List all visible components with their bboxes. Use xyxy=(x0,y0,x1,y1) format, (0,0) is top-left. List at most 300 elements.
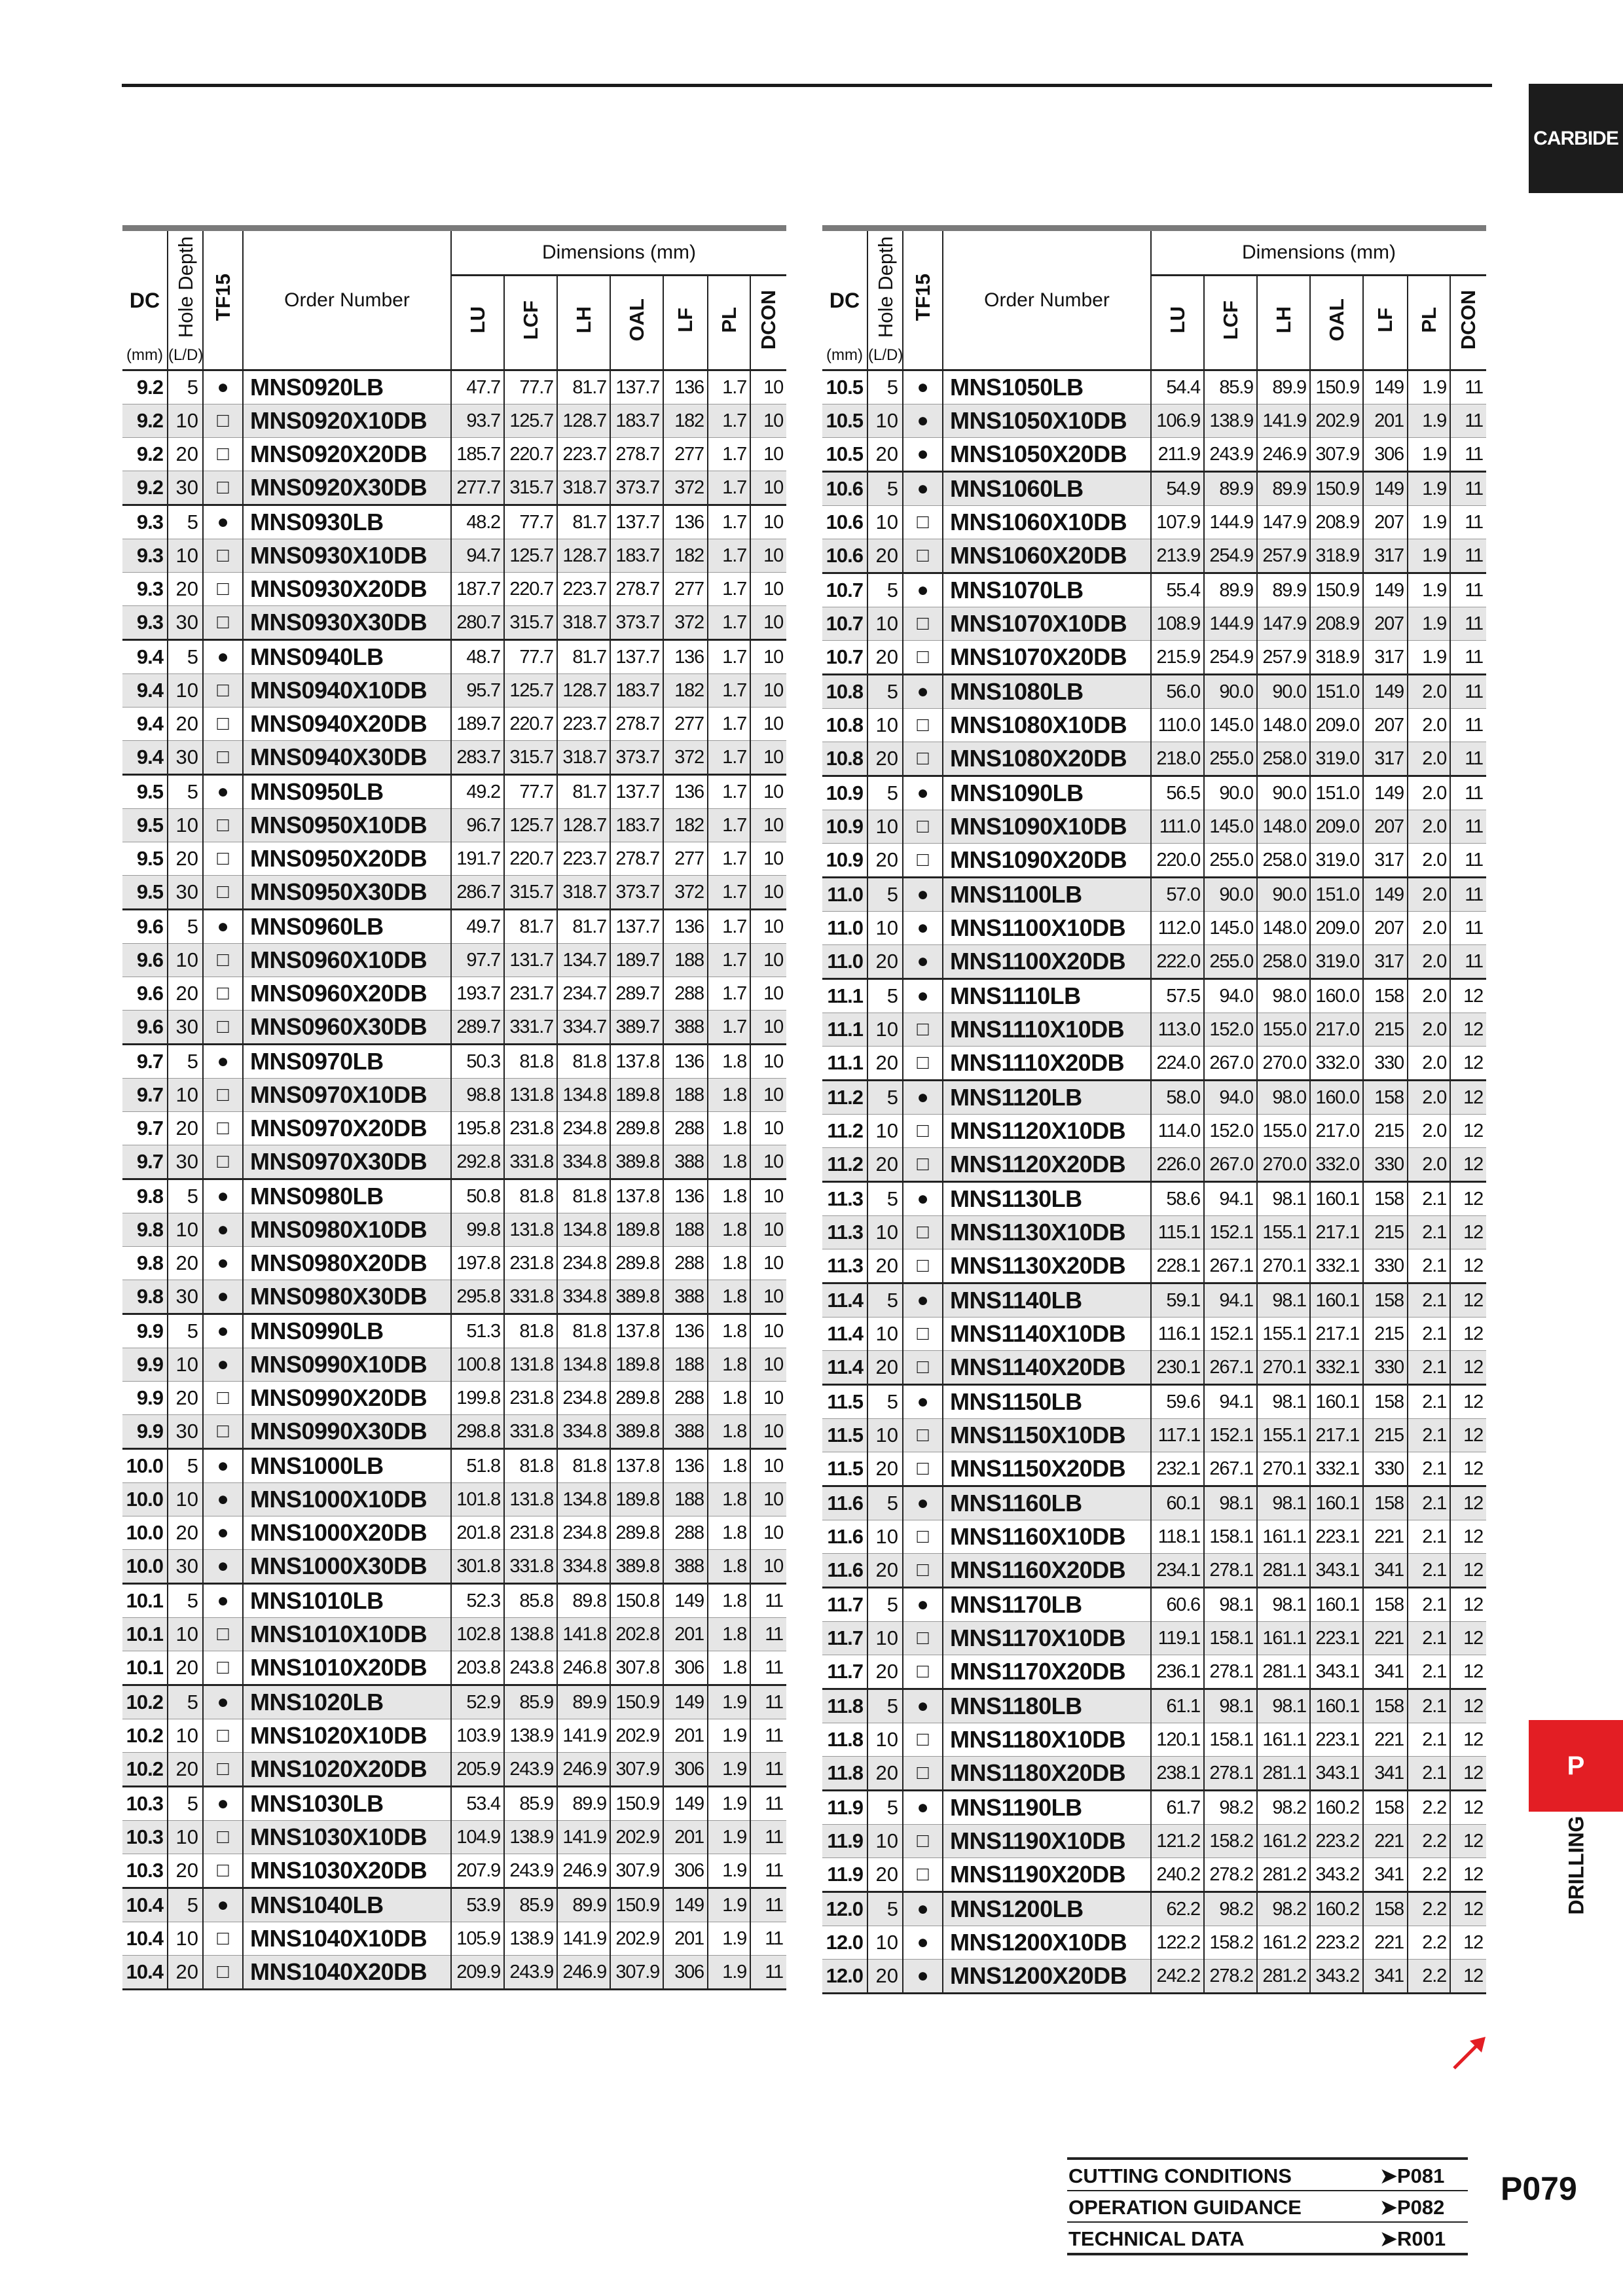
table-row[interactable] xyxy=(822,1554,1486,1588)
cell-lu: 51.3 xyxy=(451,1314,504,1348)
cell-lcf: 90.0 xyxy=(1204,776,1257,810)
cell-lu: 117.1 xyxy=(1151,1419,1204,1452)
table-row[interactable] xyxy=(122,1179,786,1213)
table-row[interactable] xyxy=(122,1584,786,1618)
table-row[interactable] xyxy=(122,1618,786,1651)
carbide-tab[interactable] xyxy=(1529,84,1623,193)
table-row[interactable] xyxy=(822,1013,1486,1047)
cell-lh: 128.7 xyxy=(557,809,610,842)
table-row[interactable] xyxy=(122,1651,786,1685)
col-header-grade xyxy=(903,228,943,370)
cell-lu: 185.7 xyxy=(451,438,504,471)
cell-order-number: MNS1000X30DB xyxy=(243,1550,451,1584)
cell-lh: 155.0 xyxy=(1257,1013,1310,1047)
table-row[interactable] xyxy=(122,1516,786,1550)
cell-order-number: MNS1010LB xyxy=(243,1584,451,1618)
cell-hole-depth: 5 xyxy=(867,472,903,506)
cell-oal: 389.8 xyxy=(610,1145,663,1179)
table-row[interactable] xyxy=(122,1348,786,1382)
cell-dc: 9.7 xyxy=(122,1079,168,1112)
cell-dcon: 12 xyxy=(1450,1723,1486,1757)
cell-dcon: 10 xyxy=(750,404,786,438)
cell-dc: 9.4 xyxy=(122,640,168,674)
cell-order-number: MNS0960X20DB xyxy=(243,977,451,1011)
cell-dcon: 10 xyxy=(750,471,786,505)
cell-oal: 217.1 xyxy=(1310,1419,1363,1452)
cell-hole-depth: 10 xyxy=(168,944,203,977)
table-row[interactable] xyxy=(122,1112,786,1145)
ref-cutting-conditions[interactable] xyxy=(1067,2160,1468,2191)
table-row[interactable] xyxy=(822,573,1486,607)
cell-lh: 81.7 xyxy=(557,505,610,539)
cell-dc: 9.6 xyxy=(122,944,168,977)
table-row[interactable] xyxy=(122,910,786,944)
cell-oal: 318.9 xyxy=(1310,539,1363,573)
cell-lcf: 90.0 xyxy=(1204,878,1257,912)
table-row[interactable] xyxy=(822,539,1486,573)
cell-lcf: 144.9 xyxy=(1204,506,1257,539)
cell-order-number: MNS1080X10DB xyxy=(943,709,1151,742)
hole-depth-label: Hole Depth xyxy=(174,236,197,338)
cell-lh: 270.0 xyxy=(1257,1047,1310,1081)
table-row[interactable] xyxy=(822,1318,1486,1351)
table-row[interactable] xyxy=(822,1081,1486,1115)
cell-order-number: MNS1170X20DB xyxy=(943,1655,1151,1689)
cell-dcon: 12 xyxy=(1450,1622,1486,1655)
cell-pl: 1.9 xyxy=(1408,506,1450,539)
table-row[interactable] xyxy=(822,1892,1486,1926)
table-row[interactable] xyxy=(122,1888,786,1922)
cell-hole-depth: 5 xyxy=(867,1588,903,1622)
cell-lu: 95.7 xyxy=(451,674,504,708)
table-row[interactable] xyxy=(122,1719,786,1753)
table-row[interactable] xyxy=(122,775,786,809)
table-row[interactable] xyxy=(122,1045,786,1079)
cell-grade: □ xyxy=(903,1013,943,1047)
table-row[interactable] xyxy=(122,1483,786,1516)
table-row[interactable] xyxy=(122,573,786,606)
cell-lu: 111.0 xyxy=(1151,810,1204,844)
cell-order-number: MNS1040LB xyxy=(243,1888,451,1922)
cell-dc: 10.5 xyxy=(822,370,867,404)
table-row[interactable] xyxy=(122,1753,786,1787)
cell-hole-depth: 5 xyxy=(168,1314,203,1348)
cell-grade: □ xyxy=(203,539,243,573)
cell-order-number: MNS1150X10DB xyxy=(943,1419,1151,1452)
cell-lf: 277 xyxy=(663,438,708,471)
table-row[interactable] xyxy=(822,1858,1486,1892)
cell-pl: 1.8 xyxy=(708,1045,750,1079)
cell-pl: 2.0 xyxy=(1408,675,1450,709)
cell-pl: 2.1 xyxy=(1408,1486,1450,1520)
table-row[interactable] xyxy=(122,1145,786,1179)
cell-pl: 1.9 xyxy=(708,1685,750,1719)
cell-oal: 343.1 xyxy=(1310,1655,1363,1689)
ref-technical-data[interactable] xyxy=(1067,2223,1468,2255)
cell-lu: 100.8 xyxy=(451,1348,504,1382)
cell-dc: 10.0 xyxy=(122,1550,168,1584)
cell-dc: 11.0 xyxy=(822,945,867,979)
dimension-label: DCON xyxy=(757,290,780,350)
cell-grade: □ xyxy=(903,1419,943,1452)
cell-lf: 136 xyxy=(663,370,708,404)
cell-grade: ● xyxy=(903,1385,943,1419)
cell-grade: □ xyxy=(903,641,943,675)
table-row[interactable] xyxy=(122,404,786,438)
table-row[interactable] xyxy=(122,708,786,741)
cell-lcf: 158.2 xyxy=(1204,1825,1257,1858)
cell-pl: 1.7 xyxy=(708,809,750,842)
cell-lh: 128.7 xyxy=(557,539,610,573)
table-row[interactable] xyxy=(122,809,786,842)
cell-order-number: MNS1020X20DB xyxy=(243,1753,451,1787)
table-row[interactable] xyxy=(822,1283,1486,1318)
table-row[interactable] xyxy=(122,438,786,471)
table-row[interactable] xyxy=(822,607,1486,641)
diagonal-arrow-icon xyxy=(1450,2033,1489,2072)
table-row[interactable] xyxy=(122,876,786,910)
cell-dcon: 10 xyxy=(750,539,786,573)
cell-pl: 1.7 xyxy=(708,505,750,539)
table-row[interactable] xyxy=(822,776,1486,810)
cell-lh: 89.8 xyxy=(557,1584,610,1618)
cell-dcon: 10 xyxy=(750,674,786,708)
table-row[interactable] xyxy=(122,471,786,505)
cell-dcon: 10 xyxy=(750,1112,786,1145)
table-row[interactable] xyxy=(822,1689,1486,1723)
cell-lu: 201.8 xyxy=(451,1516,504,1550)
table-row[interactable] xyxy=(822,1588,1486,1622)
table-row[interactable] xyxy=(822,1148,1486,1182)
table-row[interactable] xyxy=(822,404,1486,438)
cell-grade: □ xyxy=(903,506,943,539)
cell-oal: 223.2 xyxy=(1310,1825,1363,1858)
cell-hole-depth: 20 xyxy=(867,1757,903,1791)
dimension-label: OAL xyxy=(1324,298,1348,342)
cell-lh: 318.7 xyxy=(557,876,610,910)
cell-lu: 102.8 xyxy=(451,1618,504,1651)
table-row[interactable] xyxy=(122,977,786,1011)
cell-order-number: MNS1100LB xyxy=(943,878,1151,912)
cell-oal: 160.2 xyxy=(1310,1892,1363,1926)
cell-pl: 1.7 xyxy=(708,404,750,438)
cell-lf: 158 xyxy=(1363,979,1408,1013)
cell-lu: 220.0 xyxy=(1151,844,1204,878)
cell-lu: 232.1 xyxy=(1151,1452,1204,1486)
cell-order-number: MNS1120X20DB xyxy=(943,1148,1151,1182)
table-row[interactable] xyxy=(122,1247,786,1280)
table-row[interactable] xyxy=(822,641,1486,675)
cell-dc: 9.2 xyxy=(122,404,168,438)
cell-pl: 1.7 xyxy=(708,471,750,505)
cell-pl: 1.8 xyxy=(708,1516,750,1550)
cell-order-number: MNS0920X20DB xyxy=(243,438,451,471)
table-row[interactable] xyxy=(122,505,786,539)
cell-lu: 283.7 xyxy=(451,741,504,775)
cell-lh: 223.7 xyxy=(557,842,610,876)
cell-order-number: MNS0930X30DB xyxy=(243,606,451,640)
cell-dc: 10.7 xyxy=(822,641,867,675)
cell-lh: 246.9 xyxy=(1257,438,1310,472)
cell-order-number: MNS0970X20DB xyxy=(243,1112,451,1145)
cell-oal: 137.7 xyxy=(610,640,663,674)
cell-lh: 147.9 xyxy=(1257,607,1310,641)
cell-grade: ● xyxy=(903,675,943,709)
cell-oal: 137.7 xyxy=(610,370,663,404)
cell-pl: 1.9 xyxy=(708,1787,750,1821)
table-row[interactable] xyxy=(822,1249,1486,1283)
table-row[interactable] xyxy=(122,1011,786,1045)
cell-lh: 334.8 xyxy=(557,1280,610,1314)
cell-order-number: MNS1110X10DB xyxy=(943,1013,1151,1047)
table-row[interactable] xyxy=(822,1723,1486,1757)
cell-grade: □ xyxy=(903,1216,943,1249)
table-row[interactable] xyxy=(822,878,1486,912)
table-row[interactable] xyxy=(122,1415,786,1449)
cell-lu: 112.0 xyxy=(1151,912,1204,945)
cell-lf: 149 xyxy=(663,1584,708,1618)
table-row[interactable] xyxy=(822,675,1486,709)
cell-grade: ● xyxy=(903,1283,943,1318)
cell-dcon: 11 xyxy=(1450,641,1486,675)
cell-lh: 161.1 xyxy=(1257,1622,1310,1655)
cell-lu: 215.9 xyxy=(1151,641,1204,675)
table-row[interactable] xyxy=(122,1821,786,1854)
cell-grade: □ xyxy=(203,1753,243,1787)
cell-lu: 197.8 xyxy=(451,1247,504,1280)
cell-lf: 201 xyxy=(663,1618,708,1651)
table-row[interactable] xyxy=(122,674,786,708)
drilling-tab[interactable] xyxy=(1531,1813,1622,1918)
hole-depth-unit: (L/D) xyxy=(168,346,204,364)
cell-lf: 158 xyxy=(1363,1588,1408,1622)
table-row[interactable] xyxy=(122,842,786,876)
cell-dcon: 11 xyxy=(750,1685,786,1719)
cell-grade: ● xyxy=(903,1791,943,1825)
cell-grade: □ xyxy=(903,1452,943,1486)
cell-order-number: MNS1160X20DB xyxy=(943,1554,1151,1588)
cell-oal: 202.9 xyxy=(610,1719,663,1753)
cell-lu: 52.9 xyxy=(451,1685,504,1719)
cell-lf: 330 xyxy=(1363,1351,1408,1385)
cell-lf: 221 xyxy=(1363,1622,1408,1655)
table-row[interactable] xyxy=(822,506,1486,539)
table-row[interactable] xyxy=(822,1791,1486,1825)
table-row[interactable] xyxy=(822,1419,1486,1452)
table-row[interactable] xyxy=(122,606,786,640)
cell-lcf: 255.0 xyxy=(1204,945,1257,979)
cell-hole-depth: 10 xyxy=(168,539,203,573)
cell-grade: ● xyxy=(203,1314,243,1348)
cell-dc: 11.7 xyxy=(822,1588,867,1622)
table-row[interactable] xyxy=(122,1449,786,1483)
table-row[interactable] xyxy=(822,709,1486,742)
cell-dcon: 10 xyxy=(750,606,786,640)
table-row[interactable] xyxy=(822,1115,1486,1148)
cell-lh: 318.7 xyxy=(557,741,610,775)
cell-dcon: 12 xyxy=(1450,1689,1486,1723)
section-p-tab[interactable] xyxy=(1529,1720,1623,1812)
cell-oal: 189.8 xyxy=(610,1213,663,1247)
cell-dc: 11.6 xyxy=(822,1486,867,1520)
cell-lf: 149 xyxy=(1363,878,1408,912)
dimensions-header: Dimensions (mm) xyxy=(1151,228,1486,276)
table-row[interactable] xyxy=(822,1385,1486,1419)
cell-hole-depth: 20 xyxy=(867,641,903,675)
table-row[interactable] xyxy=(122,1382,786,1415)
cell-hole-depth: 5 xyxy=(168,640,203,674)
cell-oal: 217.1 xyxy=(1310,1216,1363,1249)
table-row[interactable] xyxy=(122,1213,786,1247)
table-row[interactable] xyxy=(122,1079,786,1112)
ref-operation-guidance[interactable] xyxy=(1067,2191,1468,2223)
table-row[interactable] xyxy=(122,1956,786,1990)
cell-dcon: 12 xyxy=(1450,1013,1486,1047)
cell-dcon: 12 xyxy=(1450,1791,1486,1825)
cell-oal: 202.8 xyxy=(610,1618,663,1651)
cell-hole-depth: 20 xyxy=(867,1554,903,1588)
table-row[interactable] xyxy=(122,539,786,573)
cell-dc: 11.5 xyxy=(822,1452,867,1486)
table-row[interactable] xyxy=(822,1520,1486,1554)
cell-oal: 278.7 xyxy=(610,438,663,471)
cell-dc: 9.7 xyxy=(122,1112,168,1145)
cell-hole-depth: 10 xyxy=(168,809,203,842)
cell-dcon: 12 xyxy=(1450,1283,1486,1318)
table-row[interactable] xyxy=(122,1280,786,1314)
cell-grade: □ xyxy=(903,709,943,742)
cell-dc: 11.6 xyxy=(822,1554,867,1588)
cell-lh: 89.9 xyxy=(557,1787,610,1821)
cell-lf: 388 xyxy=(663,1145,708,1179)
cell-pl: 2.0 xyxy=(1408,709,1450,742)
table-row[interactable] xyxy=(822,370,1486,404)
cell-pl: 2.0 xyxy=(1408,844,1450,878)
table-row[interactable] xyxy=(822,1486,1486,1520)
cell-lh: 223.7 xyxy=(557,708,610,741)
cell-lcf: 331.8 xyxy=(504,1550,557,1584)
table-row[interactable] xyxy=(122,1314,786,1348)
table-row[interactable] xyxy=(122,1854,786,1888)
cell-hole-depth: 5 xyxy=(168,1584,203,1618)
cell-order-number: MNS1040X20DB xyxy=(243,1956,451,1990)
table-row[interactable] xyxy=(822,438,1486,472)
table-row[interactable] xyxy=(122,741,786,775)
table-row[interactable] xyxy=(122,1922,786,1956)
cell-grade: □ xyxy=(203,1011,243,1045)
dc-label: DC xyxy=(829,288,860,312)
cell-lf: 341 xyxy=(1363,1858,1408,1892)
cell-lh: 81.7 xyxy=(557,910,610,944)
table-row[interactable] xyxy=(122,1787,786,1821)
cell-lf: 330 xyxy=(1363,1148,1408,1182)
cell-order-number: MNS1200X20DB xyxy=(943,1960,1151,1994)
cell-dcon: 10 xyxy=(750,1145,786,1179)
col-header-hole-depth xyxy=(867,228,903,370)
table-row[interactable] xyxy=(822,472,1486,506)
cell-lu: 292.8 xyxy=(451,1145,504,1179)
table-row[interactable] xyxy=(822,810,1486,844)
cell-pl: 1.8 xyxy=(708,1079,750,1112)
cell-order-number: MNS0950X20DB xyxy=(243,842,451,876)
cell-lu: 51.8 xyxy=(451,1449,504,1483)
cell-hole-depth: 20 xyxy=(168,977,203,1011)
cell-pl: 2.1 xyxy=(1408,1283,1450,1318)
cell-grade: ● xyxy=(203,1888,243,1922)
cell-order-number: MNS1000X10DB xyxy=(243,1483,451,1516)
table-row[interactable] xyxy=(822,1825,1486,1858)
cell-dc: 10.9 xyxy=(822,810,867,844)
cell-lf: 149 xyxy=(1363,472,1408,506)
cell-hole-depth: 20 xyxy=(867,1047,903,1081)
cell-dc: 10.8 xyxy=(822,675,867,709)
table-row[interactable] xyxy=(822,1452,1486,1486)
cell-order-number: MNS1000X20DB xyxy=(243,1516,451,1550)
table-row[interactable] xyxy=(822,742,1486,776)
table-row[interactable] xyxy=(822,1757,1486,1791)
hole-depth-unit: (L/D) xyxy=(868,346,903,364)
cell-hole-depth: 20 xyxy=(867,945,903,979)
cell-lf: 136 xyxy=(663,1179,708,1213)
table-row[interactable] xyxy=(822,1351,1486,1385)
cell-dcon: 11 xyxy=(750,1854,786,1888)
table-row[interactable] xyxy=(822,1047,1486,1081)
cell-order-number: MNS1060X10DB xyxy=(943,506,1151,539)
cell-lu: 52.3 xyxy=(451,1584,504,1618)
cell-lu: 55.4 xyxy=(1151,573,1204,607)
table-row[interactable] xyxy=(122,1685,786,1719)
cell-lf: 341 xyxy=(1363,1757,1408,1791)
cell-oal: 217.0 xyxy=(1310,1013,1363,1047)
cell-hole-depth: 30 xyxy=(168,876,203,910)
table-row[interactable] xyxy=(822,1182,1486,1216)
table-row[interactable] xyxy=(122,944,786,977)
table-row[interactable] xyxy=(822,979,1486,1013)
cell-dc: 11.1 xyxy=(822,979,867,1013)
cell-oal: 208.9 xyxy=(1310,506,1363,539)
cell-lh: 81.8 xyxy=(557,1314,610,1348)
cell-hole-depth: 5 xyxy=(867,1791,903,1825)
cell-order-number: MNS0950X30DB xyxy=(243,876,451,910)
cell-hole-depth: 20 xyxy=(168,1956,203,1990)
cell-pl: 1.7 xyxy=(708,674,750,708)
cell-pl: 2.0 xyxy=(1408,1115,1450,1148)
table-row[interactable] xyxy=(822,1622,1486,1655)
table-row[interactable] xyxy=(122,370,786,404)
cell-dcon: 10 xyxy=(750,1516,786,1550)
cell-lf: 277 xyxy=(663,842,708,876)
table-row[interactable] xyxy=(822,1926,1486,1960)
table-row[interactable] xyxy=(122,640,786,674)
cell-dc: 9.8 xyxy=(122,1179,168,1213)
table-row[interactable] xyxy=(822,844,1486,878)
cell-lcf: 231.8 xyxy=(504,1112,557,1145)
cell-grade: □ xyxy=(203,708,243,741)
cell-dcon: 11 xyxy=(1450,404,1486,438)
cell-dcon: 10 xyxy=(750,910,786,944)
cell-dcon: 12 xyxy=(1450,1452,1486,1486)
table-row[interactable] xyxy=(822,1216,1486,1249)
col-header-lh xyxy=(557,276,610,370)
cell-oal: 209.0 xyxy=(1310,709,1363,742)
cell-grade: ● xyxy=(203,1483,243,1516)
table-row[interactable] xyxy=(122,1550,786,1584)
cell-dcon: 10 xyxy=(750,370,786,404)
table-row[interactable] xyxy=(822,912,1486,945)
table-row[interactable] xyxy=(822,1960,1486,1994)
table-row[interactable] xyxy=(822,1655,1486,1689)
table-row[interactable] xyxy=(822,945,1486,979)
